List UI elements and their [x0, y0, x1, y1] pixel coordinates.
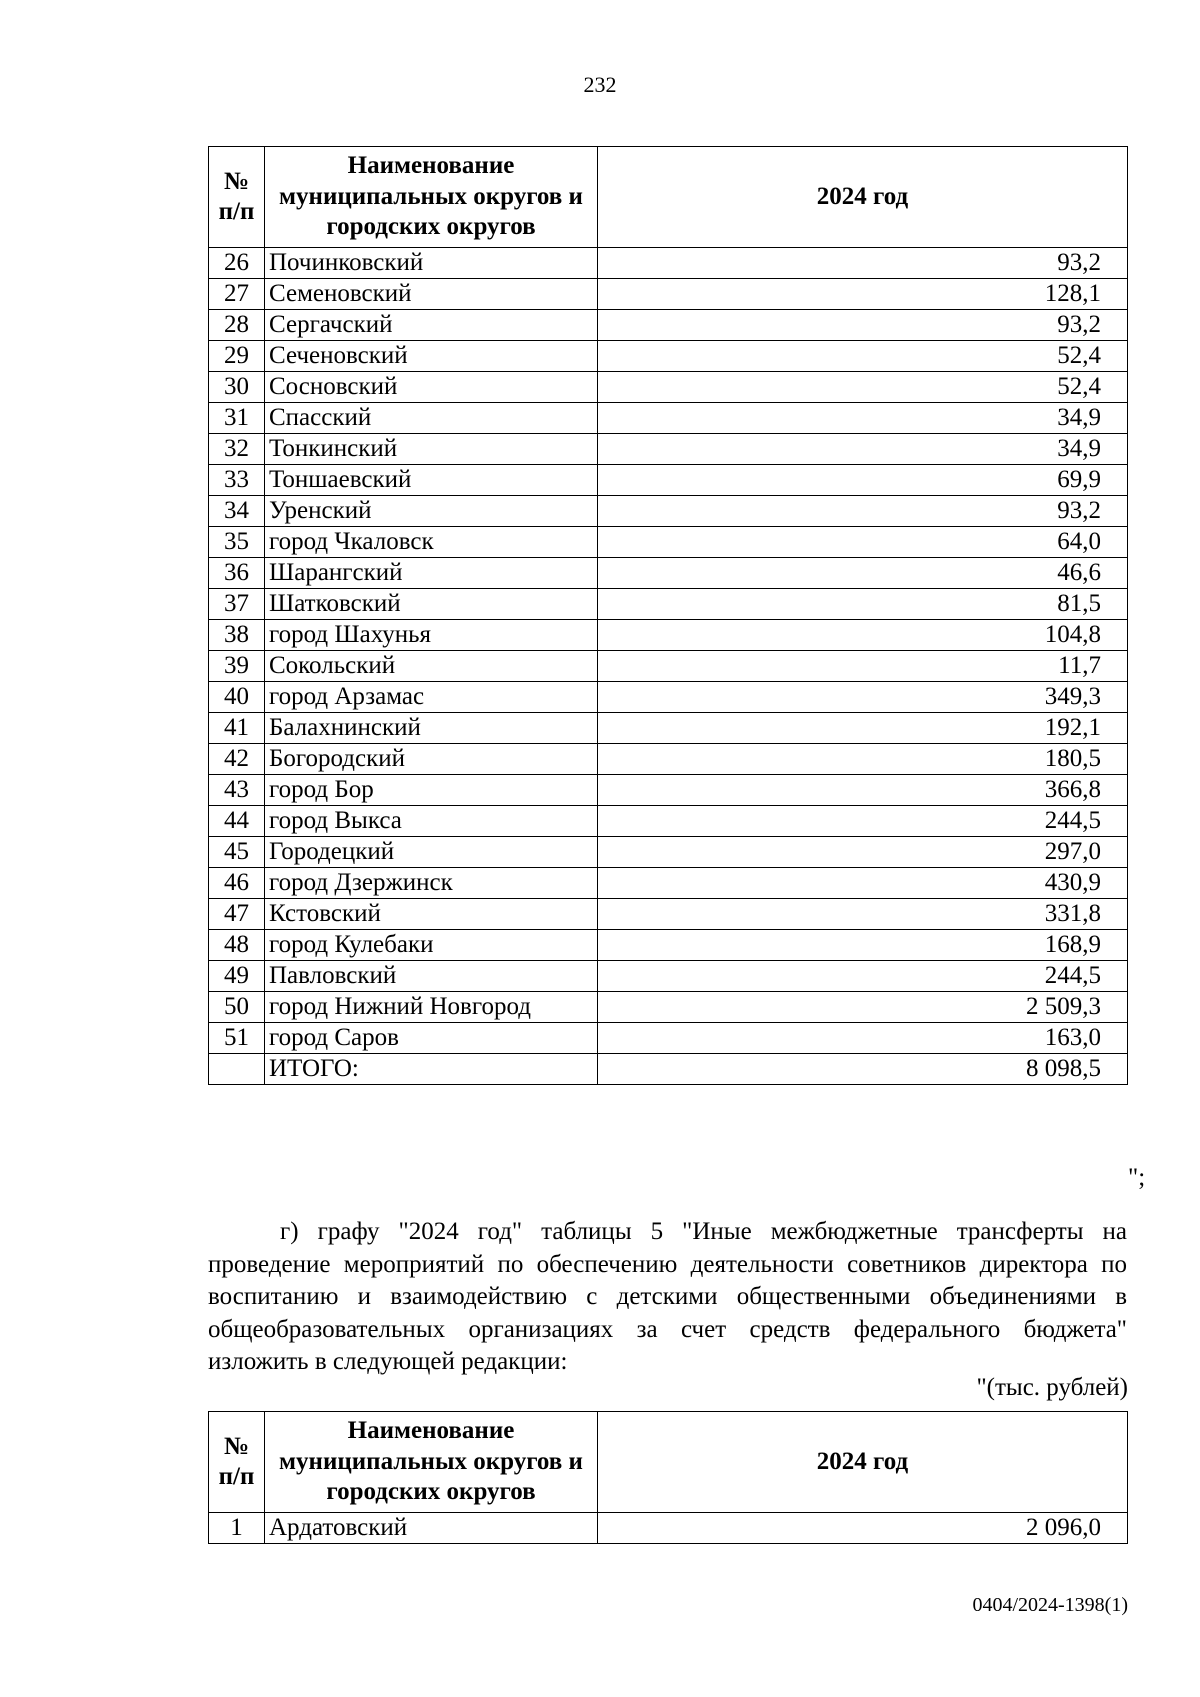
amount-value: 34,9	[598, 402, 1128, 433]
amount-value: 93,2	[598, 495, 1128, 526]
table-row	[209, 1512, 1128, 1543]
municipality-name: Сокольский	[265, 650, 598, 681]
document-code: 0404/2024-1398(1)	[972, 1594, 1128, 1616]
amount-value: 128,1	[598, 278, 1128, 309]
table-row	[209, 991, 1128, 1022]
table-row	[209, 340, 1128, 371]
municipality-name: Сергачский	[265, 309, 598, 340]
table-row	[209, 464, 1128, 495]
municipality-name: город Арзамас	[265, 681, 598, 712]
amount-value: 34,9	[598, 433, 1128, 464]
table-row	[209, 960, 1128, 991]
row-number: 44	[209, 805, 265, 836]
total-num-cell	[209, 1053, 265, 1084]
row-number: 28	[209, 309, 265, 340]
row-number: 51	[209, 1022, 265, 1053]
amount-value: 46,6	[598, 557, 1128, 588]
municipality-name: Шарангский	[265, 557, 598, 588]
table-row	[209, 712, 1128, 743]
municipality-name: город Дзержинск	[265, 867, 598, 898]
page-number: 232	[583, 72, 617, 97]
table-row	[209, 557, 1128, 588]
table-row	[209, 526, 1128, 557]
table-row	[209, 774, 1128, 805]
municipality-name: Семеновский	[265, 278, 598, 309]
municipality-name: Городецкий	[265, 836, 598, 867]
amount-value: 2 096,0	[598, 1512, 1128, 1543]
municipality-name: город Нижний Новгород	[265, 991, 598, 1022]
amount-value: 93,2	[598, 309, 1128, 340]
transfers-table-5	[208, 1411, 1128, 1544]
total-row	[209, 1053, 1128, 1084]
municipality-name: Уренский	[265, 495, 598, 526]
row-number: 38	[209, 619, 265, 650]
municipality-name: город Выкса	[265, 805, 598, 836]
row-number: 27	[209, 278, 265, 309]
header-year-text: 2024 год	[816, 1447, 909, 1475]
row-number: 36	[209, 557, 265, 588]
row-number: 47	[209, 898, 265, 929]
row-number: 35	[209, 526, 265, 557]
amount-value: 11,7	[598, 650, 1128, 681]
row-number: 31	[209, 402, 265, 433]
municipality-name: город Шахунья	[265, 619, 598, 650]
table-row	[209, 433, 1128, 464]
header-num	[209, 147, 265, 248]
row-number: 40	[209, 681, 265, 712]
table-row	[209, 371, 1128, 402]
amount-value: 430,9	[598, 867, 1128, 898]
header-num-text: № п/п	[218, 1432, 255, 1490]
amount-value: 168,9	[598, 929, 1128, 960]
row-number: 30	[209, 371, 265, 402]
municipality-name: Павловский	[265, 960, 598, 991]
amount-value: 244,5	[598, 960, 1128, 991]
row-number: 29	[209, 340, 265, 371]
amount-value: 52,4	[598, 371, 1128, 402]
row-number: 46	[209, 867, 265, 898]
table-row	[209, 1022, 1128, 1053]
total-value: 8 098,5	[598, 1053, 1128, 1084]
row-number: 49	[209, 960, 265, 991]
table-row	[209, 402, 1128, 433]
table-header-row	[209, 1412, 1128, 1513]
row-number: 39	[209, 650, 265, 681]
amount-value: 366,8	[598, 774, 1128, 805]
row-number: 1	[209, 1512, 265, 1543]
amount-value: 64,0	[598, 526, 1128, 557]
table-row	[209, 247, 1128, 278]
table-row	[209, 867, 1128, 898]
row-number: 45	[209, 836, 265, 867]
table-header-row	[209, 147, 1128, 248]
table-row	[209, 650, 1128, 681]
header-year-text: 2024 год	[816, 182, 909, 210]
header-name-text: Наименование муниципальных округов и городских округов	[279, 1417, 583, 1505]
closing-quote-mark: ";	[1128, 1164, 1146, 1191]
header-year	[598, 1412, 1128, 1513]
municipality-name: город Бор	[265, 774, 598, 805]
amount-value: 52,4	[598, 340, 1128, 371]
row-number: 33	[209, 464, 265, 495]
municipality-name: Тоншаевский	[265, 464, 598, 495]
row-number: 42	[209, 743, 265, 774]
row-number: 26	[209, 247, 265, 278]
row-number: 43	[209, 774, 265, 805]
header-year	[598, 147, 1128, 248]
table-row	[209, 278, 1128, 309]
amount-value: 104,8	[598, 619, 1128, 650]
amount-value: 244,5	[598, 805, 1128, 836]
municipality-name: Ардатовский	[265, 1512, 598, 1543]
amount-value: 180,5	[598, 743, 1128, 774]
table-row	[209, 805, 1128, 836]
municipality-name: Сеченовский	[265, 340, 598, 371]
amount-value: 192,1	[598, 712, 1128, 743]
total-label: ИТОГО:	[265, 1053, 598, 1084]
header-num-text: № п/п	[218, 167, 255, 225]
row-number: 50	[209, 991, 265, 1022]
municipality-name: Спасский	[265, 402, 598, 433]
row-number: 32	[209, 433, 265, 464]
municipality-name: Тонкинский	[265, 433, 598, 464]
header-num	[209, 1412, 265, 1513]
table-row	[209, 836, 1128, 867]
table-row	[209, 929, 1128, 960]
amendment-paragraph: г) графу "2024 год" таблицы 5 "Иные межбюджетные трансферты на проведение мероприятий по обеспечению деятельности советников директора по воспитанию и взаимодействию с детскими общественными объединениями в общеобразовательных организациях за счет средств федерального бюджета" изложить в следующей редакции:	[208, 1218, 1127, 1375]
amount-value: 349,3	[598, 681, 1128, 712]
municipality-name: Кстовский	[265, 898, 598, 929]
municipality-name: Сосновский	[265, 371, 598, 402]
transfers-table-continued	[208, 146, 1128, 1085]
amount-value: 2 509,3	[598, 991, 1128, 1022]
units-label: "(тыс. рублей)	[976, 1374, 1128, 1401]
table-row	[209, 898, 1128, 929]
amount-value: 163,0	[598, 1022, 1128, 1053]
municipality-name: Шатковский	[265, 588, 598, 619]
municipality-name: Богородский	[265, 743, 598, 774]
municipality-name: город Саров	[265, 1022, 598, 1053]
municipality-name: город Кулебаки	[265, 929, 598, 960]
row-number: 34	[209, 495, 265, 526]
table-row	[209, 495, 1128, 526]
header-name	[265, 1412, 598, 1513]
row-number: 37	[209, 588, 265, 619]
row-number: 41	[209, 712, 265, 743]
table-row	[209, 743, 1128, 774]
municipality-name: Балахнинский	[265, 712, 598, 743]
header-name	[265, 147, 598, 248]
amount-value: 81,5	[598, 588, 1128, 619]
table-row	[209, 309, 1128, 340]
municipality-name: Починковский	[265, 247, 598, 278]
table-row	[209, 681, 1128, 712]
amount-value: 331,8	[598, 898, 1128, 929]
amount-value: 93,2	[598, 247, 1128, 278]
municipality-name: город Чкаловск	[265, 526, 598, 557]
row-number: 48	[209, 929, 265, 960]
table-row	[209, 588, 1128, 619]
table-row	[209, 619, 1128, 650]
amount-value: 297,0	[598, 836, 1128, 867]
header-name-text: Наименование муниципальных округов и городских округов	[279, 152, 583, 240]
amount-value: 69,9	[598, 464, 1128, 495]
